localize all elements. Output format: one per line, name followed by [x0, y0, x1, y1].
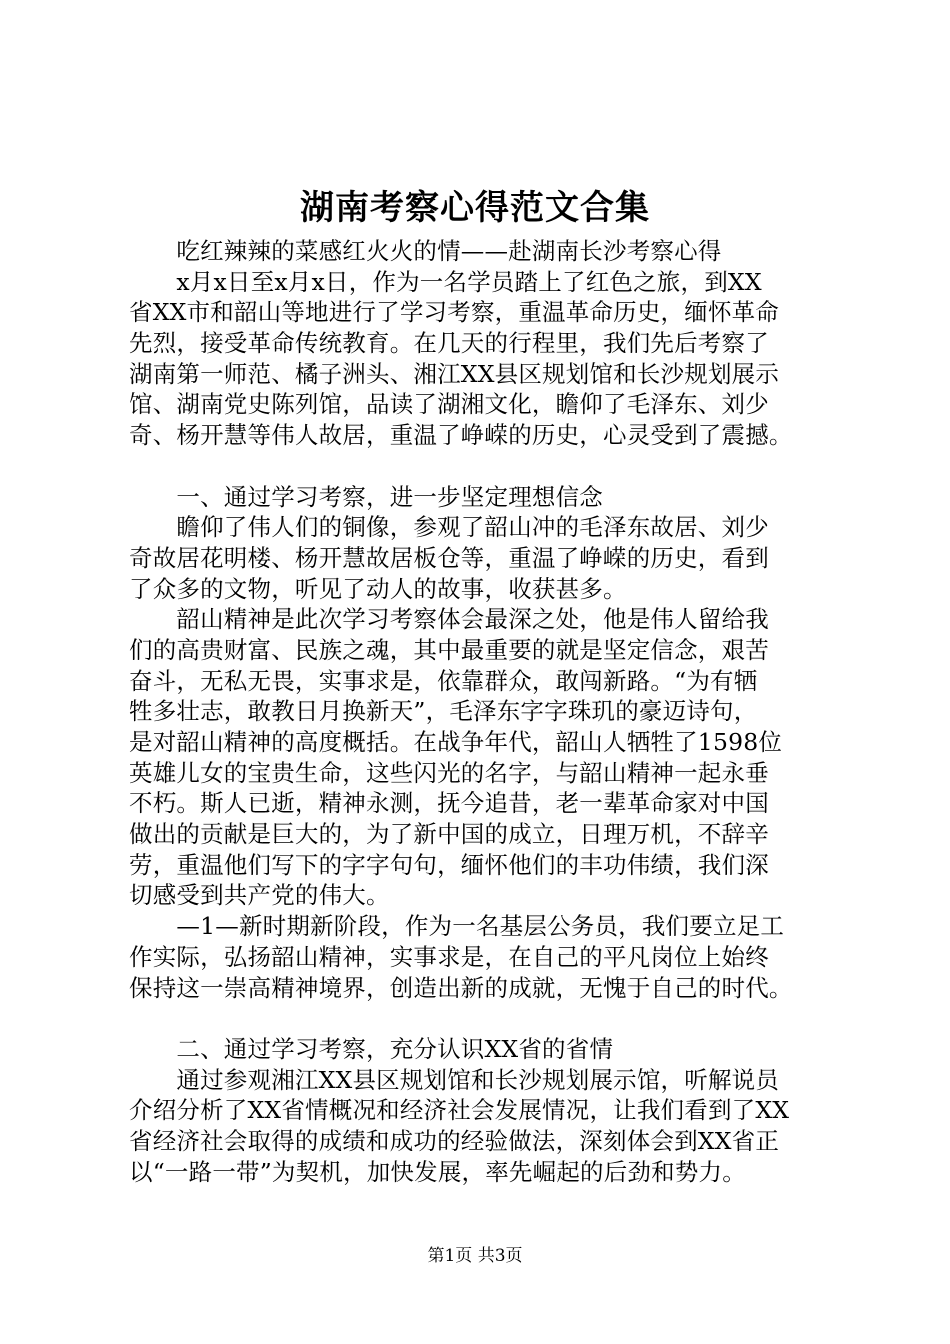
- page-footer: 第1页 共3页: [427, 1246, 523, 1266]
- text-line: 以“一路一带”为契机，加快发展，率先崛起的后劲和势力。: [129, 1157, 746, 1186]
- section-heading: 一、通过学习考察，进一步坚定理想信念: [129, 482, 603, 511]
- text-line: 介绍分析了XX省情概况和经济社会发展情况，让我们看到了XX: [129, 1096, 790, 1125]
- text-line: 们的高贵财富、民族之魂，其中最重要的就是坚定信念，艰苦: [129, 635, 769, 664]
- text-line: 瞻仰了伟人们的铜像，参观了韶山冲的毛泽东故居、刘少: [129, 513, 769, 542]
- paragraph-gap: [129, 451, 853, 482]
- text-line: 省经济社会取得的成绩和成功的经验做法，深刻体会到XX省正: [129, 1126, 780, 1155]
- text-line: 奋斗，无私无畏，实事求是，依靠群众，敢闯新路。“为有牺: [129, 666, 758, 695]
- text-line: 做出的贡献是巨大的，为了新中国的成立，日理万机，不辞辛: [129, 820, 769, 849]
- text-line: 省XX市和韶山等地进行了学习考察，重温革命历史，缅怀革命: [129, 298, 780, 327]
- text-line: 英雄儿女的宝贵生命，这些闪光的名字，与韶山精神一起永垂: [129, 758, 769, 787]
- text-line: x月x日至x月x日，作为一名学员踏上了红色之旅，到XX: [129, 267, 762, 296]
- text-line: 奇故居花明楼、杨开慧故居板仓等，重温了峥嵘的历史，看到: [129, 543, 769, 572]
- text-line: 不朽。斯人已逝，精神永测，抚今追昔，老一辈革命家对中国: [129, 789, 769, 818]
- text-line: 韶山精神是此次学习考察体会最深之处，他是伟人留给我: [129, 605, 769, 634]
- text-line: 奇、杨开慧等伟人故居，重温了峥嵘的历史，心灵受到了震撼。: [129, 421, 793, 450]
- text-line: 了众多的文物，听见了动人的故事，收获甚多。: [129, 574, 627, 603]
- section-heading: 二、通过学习考察，充分认识XX省的省情: [129, 1034, 614, 1063]
- text-line: 劳，重温他们写下的字字句句，缅怀他们的丰功伟绩，我们深: [129, 850, 769, 879]
- text-line: 通过参观湘江XX县区规划馆和长沙规划展示馆，听解说员: [129, 1065, 780, 1094]
- text-line: —1—新时期新阶段，作为一名基层公务员，我们要立足工: [129, 912, 785, 941]
- document-body: [129, 236, 853, 1187]
- text-line: 牲多壮志，敢教日月换新天”，毛泽东字字珠玑的豪迈诗句，: [129, 697, 758, 726]
- text-line: 是对韶山精神的高度概括。在战争年代，韶山人牺牲了1598位: [129, 728, 783, 756]
- text-line: 湖南第一师范、橘子洲头、湘江XX县区规划馆和长沙规划展示: [129, 359, 780, 388]
- text-line: 先烈，接受革命传统教育。在几天的行程里，我们先后考察了: [129, 329, 769, 358]
- paragraph-gap: [129, 1003, 853, 1034]
- document-title: 湖南考察心得范文合集: [300, 188, 650, 228]
- text-line: 切感受到共产党的伟大。: [129, 881, 390, 910]
- text-line: 吃红辣辣的菜感红火火的情——赴湖南长沙考察心得: [129, 237, 722, 265]
- text-line: 馆、湖南党史陈列馆，品读了湖湘文化，瞻仰了毛泽东、刘少: [129, 390, 769, 419]
- text-line: 作实际，弘扬韶山精神，实事求是，在自己的平凡岗位上始终: [129, 942, 769, 971]
- text-line: 保持这一崇高精神境界，创造出新的成就，无愧于自己的时代。: [129, 973, 793, 1002]
